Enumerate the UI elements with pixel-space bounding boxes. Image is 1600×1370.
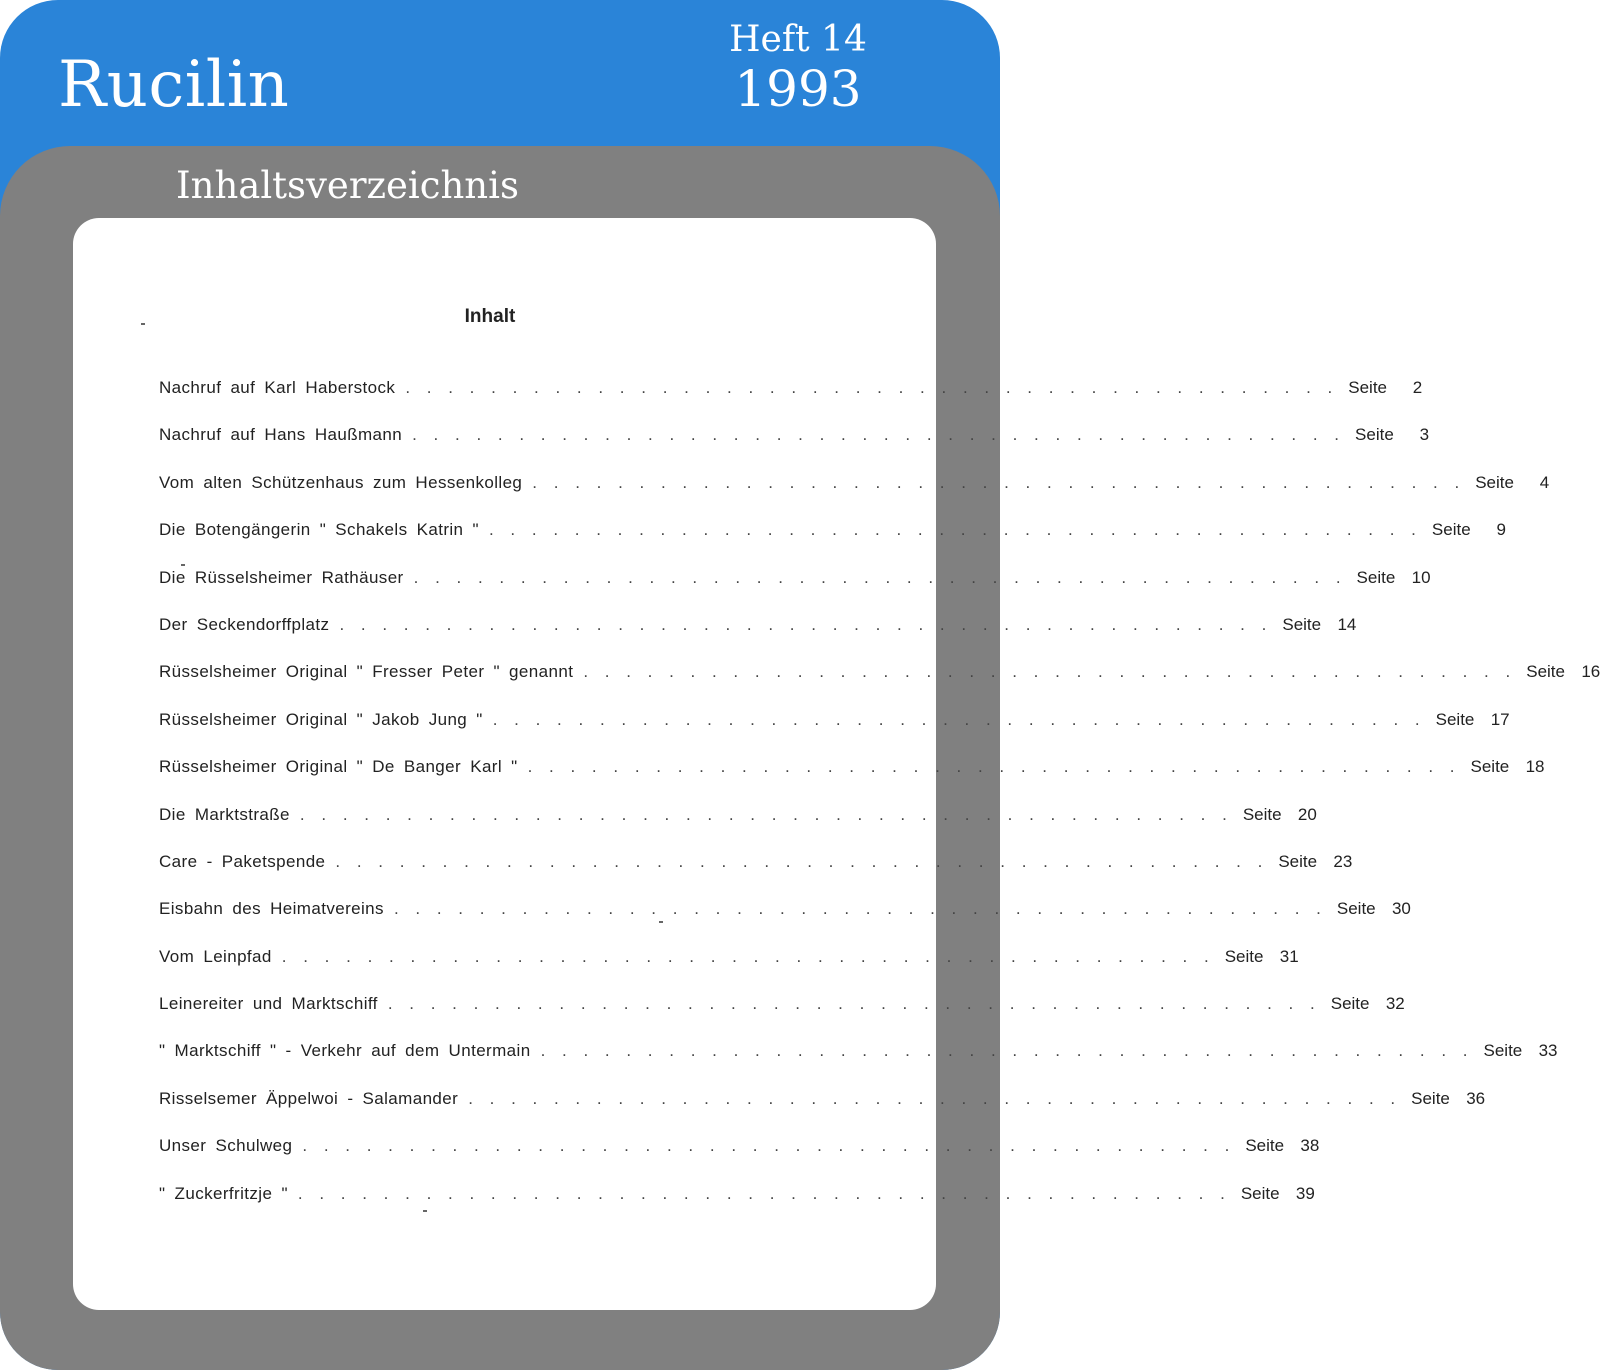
toc-entry-title: Care - Paketspende xyxy=(159,851,326,871)
toc-page-number: 2 xyxy=(1412,378,1423,397)
toc-entry xyxy=(159,899,1411,946)
toc-entry xyxy=(159,994,1405,1041)
toc-page-number: 9 xyxy=(1496,520,1506,540)
document-heading: Inhalt xyxy=(464,306,516,327)
toc-page-number: 30 xyxy=(1391,899,1411,919)
toc-leader-dots: . . . . . . . . . . . . . . . . . . . . . . . . . . . . . . . . . . . . . . . . . . . . xyxy=(492,709,1426,729)
toc-entry-title: Leinereiter und Marktschiff xyxy=(159,994,378,1014)
scan-speck xyxy=(659,921,663,923)
toc-seite-label: Seite xyxy=(1240,1183,1280,1203)
toc-leader-dots: . . . . . . . . . . . . . . . . . . . . . . . . . . . . . . . . . . . . . . . . . . . . xyxy=(335,851,1269,871)
toc-seite-label: Seite xyxy=(1411,1088,1450,1108)
toc-leader-dots: . . . . . . . . . . . . . . . . . . . . . . . . . . . . . . . . . . . . . . . . . . . . xyxy=(527,757,1461,777)
toc-seite-label: Seite xyxy=(1435,709,1475,729)
toc-leader-dots: . . . . . . . . . . . . . . . . . . . . . . . . . . . . . . . . . . . . . . . . . . . . xyxy=(297,1183,1231,1203)
brand-title: Rucilin xyxy=(58,48,290,122)
toc-seite-label: Seite xyxy=(1483,1041,1523,1061)
toc-leader-dots: . . . . . . . . . . . . . . . . . . . . . . . . . . . . . . . . . . . . . . . . . . . . xyxy=(413,567,1347,587)
toc-leader-dots: . . . . . . . . . . . . . . . . . . . . . . . . . . . . . . . . . . . . . . . . . . . . xyxy=(393,899,1327,919)
toc-entry-title: Unser Schulweg xyxy=(159,1136,293,1156)
toc-page-number: 16 xyxy=(1581,662,1600,682)
scan-speck xyxy=(181,564,185,566)
toc-entry xyxy=(159,709,1510,757)
toc-seite-label: Seite xyxy=(1282,614,1322,634)
toc-leader-dots: . . . . . . . . . . . . . . . . . . . . . . . . . . . . . . . . . . . . . . . . . . . . xyxy=(540,1041,1474,1061)
toc-page-number: 23 xyxy=(1333,851,1353,871)
toc-entry xyxy=(159,851,1353,899)
toc-seite-label: Seite xyxy=(1431,520,1471,540)
toc-entry-title: Die Marktstraße xyxy=(159,804,290,824)
toc-entry xyxy=(159,567,1431,615)
toc-entry-title: Rüsselsheimer Original " Fresser Peter " genannt xyxy=(159,662,574,682)
toc-entry-title: Der Seckendorffplatz xyxy=(159,614,330,634)
toc-leader-dots: . . . . . . . . . . . . . . . . . . . . . . . . . . . . . . . . . . . . . . . . . . . . xyxy=(299,804,1233,824)
toc-entry-title: Vom alten Schützenhaus zum Hessenkolleg xyxy=(159,472,523,492)
toc-entry xyxy=(159,1041,1558,1088)
toc-entry-title: Eisbahn des Heimatvereins xyxy=(159,899,384,919)
scan-speck xyxy=(141,323,145,325)
toc-entry-title: Vom Leinpfad xyxy=(159,946,272,966)
toc-entry xyxy=(159,520,1506,567)
toc-entry xyxy=(159,425,1430,472)
toc-entry-title: Nachruf auf Hans Haußmann xyxy=(159,425,403,445)
toc-seite-label: Seite xyxy=(1526,662,1565,682)
toc-leader-dots: . . . . . . . . . . . . . . . . . . . . . . . . . . . . . . . . . . . . . . . . . . . . xyxy=(281,946,1215,966)
scanned-page xyxy=(73,218,1600,1310)
toc-page-number: 39 xyxy=(1295,1183,1315,1203)
toc-entry xyxy=(159,472,1550,520)
toc-entry-title: Nachruf auf Karl Haberstock xyxy=(159,378,396,397)
toc-entry-title: Rüsselsheimer Original " Jakob Jung " xyxy=(159,709,483,729)
toc-page-number: 31 xyxy=(1279,946,1299,966)
toc-entry xyxy=(159,757,1545,804)
toc-entry-title: " Marktschiff " - Verkehr auf dem Untermain xyxy=(159,1041,531,1061)
toc-seite-label: Seite xyxy=(1278,851,1318,871)
toc-leader-dots: . . . . . . . . . . . . . . . . . . . . . . . . . . . . . . . . . . . . . . . . . . . . xyxy=(412,425,1346,445)
toc-leader-dots: . . . . . . . . . . . . . . . . . . . . . . . . . . . . . . . . . . . . . . . . . . . . xyxy=(488,520,1422,540)
toc-seite-label: Seite xyxy=(1356,567,1396,587)
toc-seite-label: Seite xyxy=(1355,425,1394,445)
toc-page-number: 36 xyxy=(1466,1088,1486,1108)
toc-entry xyxy=(159,614,1357,662)
toc-entry xyxy=(159,1183,1315,1231)
issue-year: 1993 xyxy=(734,60,862,118)
toc-seite-label: Seite xyxy=(1245,1136,1285,1156)
toc-entry xyxy=(159,662,1600,709)
toc-entry xyxy=(159,946,1299,994)
toc-seite-label: Seite xyxy=(1475,472,1514,492)
toc-seite-label: Seite xyxy=(1348,378,1388,397)
table-of-contents xyxy=(159,378,1600,1231)
content-panel xyxy=(0,146,1600,1370)
toc-leader-dots: . . . . . . . . . . . . . . . . . . . . . . . . . . . . . . . . . . . . . . . . . . . . xyxy=(468,1088,1402,1108)
toc-seite-label: Seite xyxy=(1242,804,1282,824)
toc-entry xyxy=(159,804,1317,852)
toc-leader-dots: . . . . . . . . . . . . . . . . . . . . . . . . . . . . . . . . . . . . . . . . . . . . xyxy=(302,1136,1236,1156)
toc-entry-title: Die Rüsselsheimer Rathäuser xyxy=(159,567,404,587)
toc-page-number: 14 xyxy=(1337,614,1357,634)
toc-page-number: 32 xyxy=(1385,994,1405,1014)
issue-info xyxy=(722,18,874,116)
toc-page-number: 3 xyxy=(1419,425,1430,445)
toc-leader-dots: . . . . . . . . . . . . . . . . . . . . . . . . . . . . . . . . . . . . . . . . . . . . xyxy=(583,662,1517,682)
toc-seite-label: Seite xyxy=(1470,757,1510,777)
toc-entry-title: " Zuckerfritzje " xyxy=(159,1183,288,1203)
toc-seite-label: Seite xyxy=(1330,994,1370,1014)
toc-seite-label: Seite xyxy=(1224,946,1264,966)
toc-leader-dots: . . . . . . . . . . . . . . . . . . . . . . . . . . . . . . . . . . . . . . . . . . . . xyxy=(339,614,1273,634)
toc-entry-title: Risselsemer Äppelwoi - Salamander xyxy=(159,1088,459,1108)
toc-page-number: 20 xyxy=(1297,804,1317,824)
toc-page-number: 18 xyxy=(1525,757,1545,777)
toc-entry xyxy=(159,1088,1486,1136)
issue-label: Heft 14 xyxy=(729,19,867,60)
toc-page-number: 38 xyxy=(1300,1136,1320,1156)
toc-leader-dots: . . . . . . . . . . . . . . . . . . . . . . . . . . . . . . . . . . . . . . . . . . . . xyxy=(387,994,1321,1014)
toc-entry-title: Rüsselsheimer Original " De Banger Karl " xyxy=(159,757,518,777)
scan-speck xyxy=(423,1210,427,1212)
toc-leader-dots: . . . . . . . . . . . . . . . . . . . . . . . . . . . . . . . . . . . . . . . . . . . . xyxy=(405,378,1339,397)
toc-entry xyxy=(159,1136,1320,1183)
toc-page-number: 33 xyxy=(1538,1041,1558,1061)
toc-entry xyxy=(159,378,1423,425)
section-title: Inhaltsverzeichnis xyxy=(176,164,519,207)
toc-seite-label: Seite xyxy=(1336,899,1376,919)
toc-page-number: 10 xyxy=(1411,567,1431,587)
toc-page-number: 17 xyxy=(1490,709,1510,729)
toc-page-number: 4 xyxy=(1539,472,1550,492)
toc-leader-dots: . . . . . . . . . . . . . . . . . . . . . . . . . . . . . . . . . . . . . . . . . . . . xyxy=(532,472,1466,492)
toc-entry-title: Die Botengängerin " Schakels Katrin " xyxy=(159,520,479,540)
